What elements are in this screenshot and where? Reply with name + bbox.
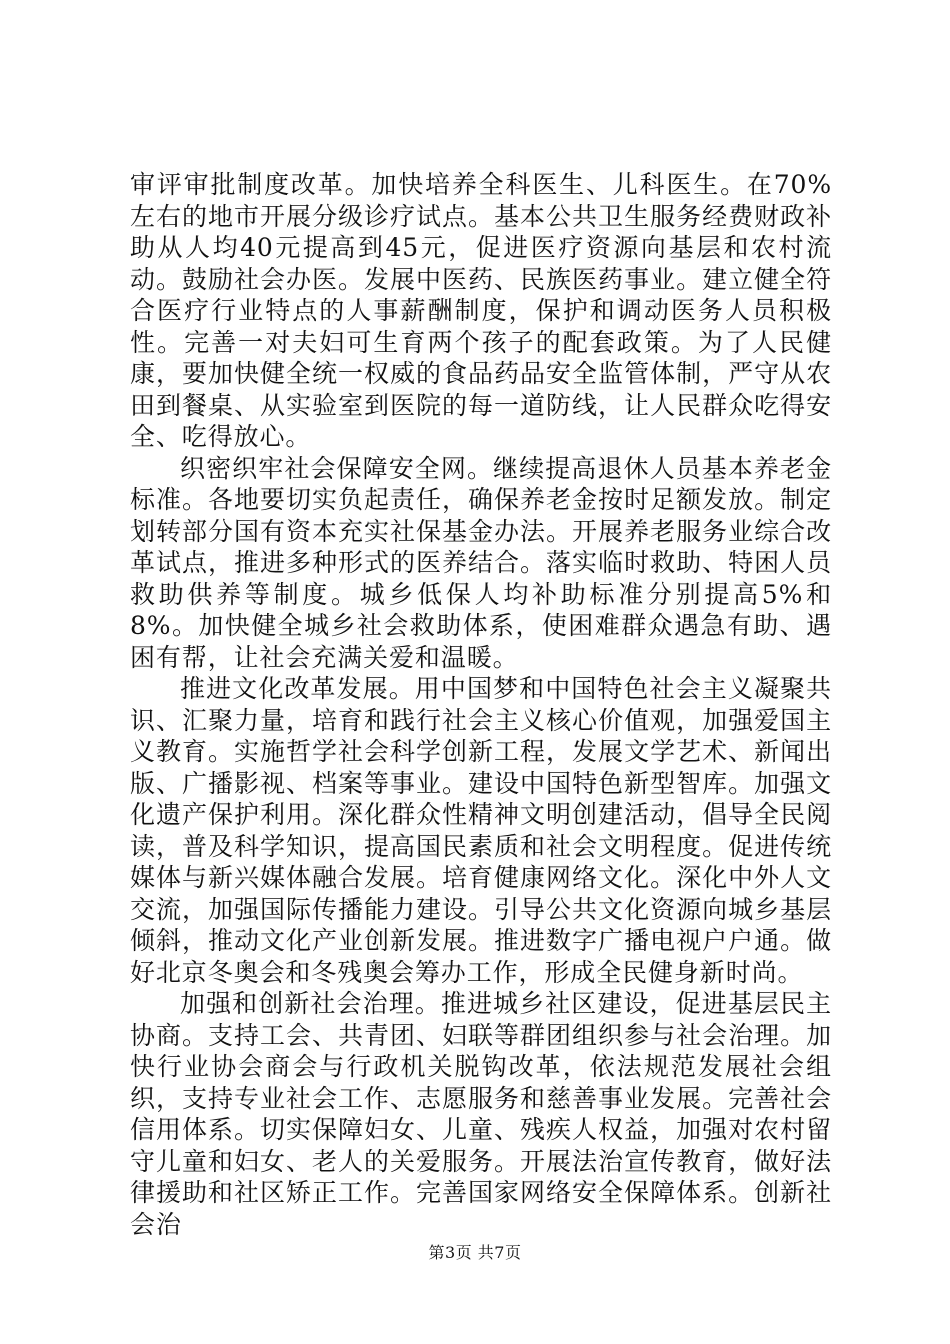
paragraph-continuation: 审评审批制度改革。加快培养全科医生、儿科医生。在70%左右的地市开展分级诊疗试点。基本公共卫生服务经费财政补助从人均40元提高到45元，促进医疗资源向基层和农村流动。鼓励社会办医。发展中医药、民族医药事业。建立健全符合医疗行业特点的人事薪酬制度，保护和调动医务人员积极性。完善一对夫妇可生育两个孩子的配套政策。为了人民健康，要加快健全统一权威的食品药品安全监管体制，严守从农田到餐桌、从实验室到医院的每一道防线，让人民群众吃得安全、吃得放心。 — [130, 170, 832, 451]
page-number: 第3页 共7页 — [428, 1243, 522, 1262]
paragraph-culture-reform: 推进文化改革发展。用中国梦和中国特色社会主义凝聚共识、汇聚力量，培育和践行社会主义核心价值观，加强爱国主义教育。实施哲学社会科学创新工程，发展文学艺术、新闻出版、广播影视、档案等事业。建设中国特色新型智库。加强文化遗产保护利用。深化群众性精神文明创建活动，倡导全民阅读，普及科学知识，提高国民素质和社会文明程度。促进传统媒体与新兴媒体融合发展。培育健康网络文化。深化中外人文交流，加强国际传播能力建设。引导公共文化资源向城乡基层倾斜，推动文化产业创新发展。推进数字广播电视户户通。做好北京冬奥会和冬残奥会筹办工作，形成全民健身新时尚。 — [130, 674, 832, 987]
paragraph-social-security: 织密织牢社会保障安全网。继续提高退休人员基本养老金标准。各地要切实负起责任，确保养老金按时足额发放。制定划转部分国有资本充实社保基金办法。开展养老服务业综合改革试点，推进多种形式的医养结合。落实临时救助、特困人员救助供养等制度。城乡低保人均补助标准分别提高5%和8%。加快健全城乡社会救助体系，使困难群众遇急有助、遇困有帮，让社会充满关爱和温暖。 — [130, 453, 832, 672]
document-body — [130, 169, 832, 1240]
paragraph-social-governance: 加强和创新社会治理。推进城乡社区建设，促进基层民主协商。支持工会、共青团、妇联等群团组织参与社会治理。加快行业协会商会与行政机关脱钩改革，依法规范发展社会组织，支持专业社会工作、志愿服务和慈善事业发展。完善社会信用体系。切实保障妇女、儿童、残疾人权益，加强对农村留守儿童和妇女、老人的关爱服务。开展法治宣传教育，做好法律援助和社区矫正工作。完善国家网络安全保障体系。创新社会治 — [130, 989, 832, 1239]
